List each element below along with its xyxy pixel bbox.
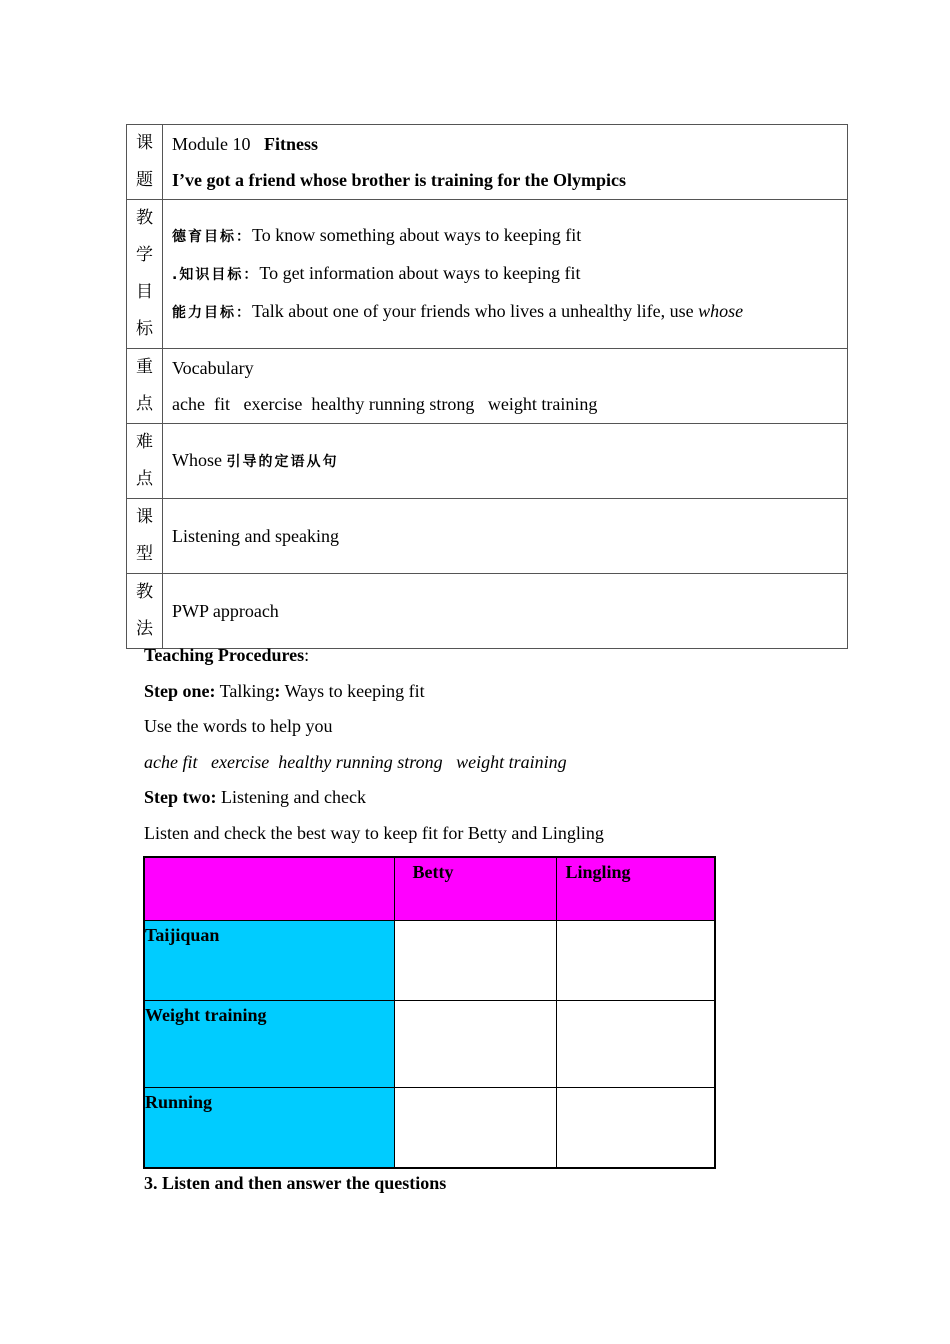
row-label-running: Running <box>144 1088 394 1168</box>
question-three-heading: 3. Listen and then answer the questions <box>144 1173 447 1193</box>
header-lingling: Lingling <box>556 857 715 921</box>
check-cell-betty-running[interactable] <box>394 1088 556 1168</box>
vocabulary-heading: Vocabulary <box>172 358 254 378</box>
key-points-cell <box>163 349 848 424</box>
plan-row-key-points <box>127 349 848 424</box>
lesson-type-cell: Listening and speaking <box>163 499 848 574</box>
check-cell-betty-weight-training[interactable] <box>394 1001 556 1088</box>
objective-knowledge: .知识目标：To get information about ways to keeping fit <box>172 263 581 283</box>
objectives-cell <box>163 200 848 349</box>
check-table-header <box>144 857 715 921</box>
step-one: Step one: Talking: Ways to keeping fit <box>144 680 425 701</box>
word-list: ache fit exercise healthy running strong weight training <box>144 751 567 772</box>
label-objectives: 教 学 目 标 <box>127 200 163 349</box>
module-line: Module 10 Fitness <box>172 134 318 154</box>
label-topic: 课 题 <box>127 125 163 200</box>
table-row <box>144 1088 715 1168</box>
step-two-instruction: Listen and check the best way to keep fit for Betty and Lingling <box>144 822 604 843</box>
check-cell-lingling-weight-training[interactable] <box>556 1001 715 1088</box>
label-key-points: 重 点 <box>127 349 163 424</box>
objective-moral: 德育目标：To know something about ways to keeping fit <box>172 225 582 245</box>
plan-row-difficulty <box>127 424 848 499</box>
plan-row-objectives <box>127 200 848 349</box>
table-row <box>144 1001 715 1088</box>
topic-cell <box>163 125 848 200</box>
row-label-weight-training: Weight training <box>144 1001 394 1088</box>
header-blank-cell <box>144 857 394 921</box>
lesson-plan-table <box>126 124 848 649</box>
plan-row-topic <box>127 125 848 200</box>
vocabulary-words: ache fit exercise healthy running strong weight training <box>172 394 598 414</box>
lesson-title: I’ve got a friend whose brother is training for the Olympics <box>172 170 626 190</box>
teaching-procedures <box>144 638 844 852</box>
check-table <box>143 856 716 1169</box>
header-betty: Betty <box>394 857 556 921</box>
use-words-instruction: Use the words to help you <box>144 716 333 737</box>
label-difficulty: 难 点 <box>127 424 163 499</box>
check-cell-betty-taijiquan[interactable] <box>394 921 556 1001</box>
label-method: 教 法 <box>127 574 163 649</box>
difficulty-cell: Whose 引导的定语从句 <box>163 424 848 499</box>
check-cell-lingling-taijiquan[interactable] <box>556 921 715 1001</box>
objective-ability: 能力目标：Talk about one of your friends who lives a unhealthy life, use whose <box>172 301 744 321</box>
row-label-taijiquan: Taijiquan <box>144 921 394 1001</box>
method-cell: PWP approach <box>163 574 848 649</box>
procedures-heading: Teaching Procedures: <box>144 645 310 665</box>
table-row <box>144 921 715 1001</box>
check-cell-lingling-running[interactable] <box>556 1088 715 1168</box>
label-lesson-type: 课 型 <box>127 499 163 574</box>
step-two: Step two: Listening and check <box>144 787 366 808</box>
plan-row-lesson-type <box>127 499 848 574</box>
